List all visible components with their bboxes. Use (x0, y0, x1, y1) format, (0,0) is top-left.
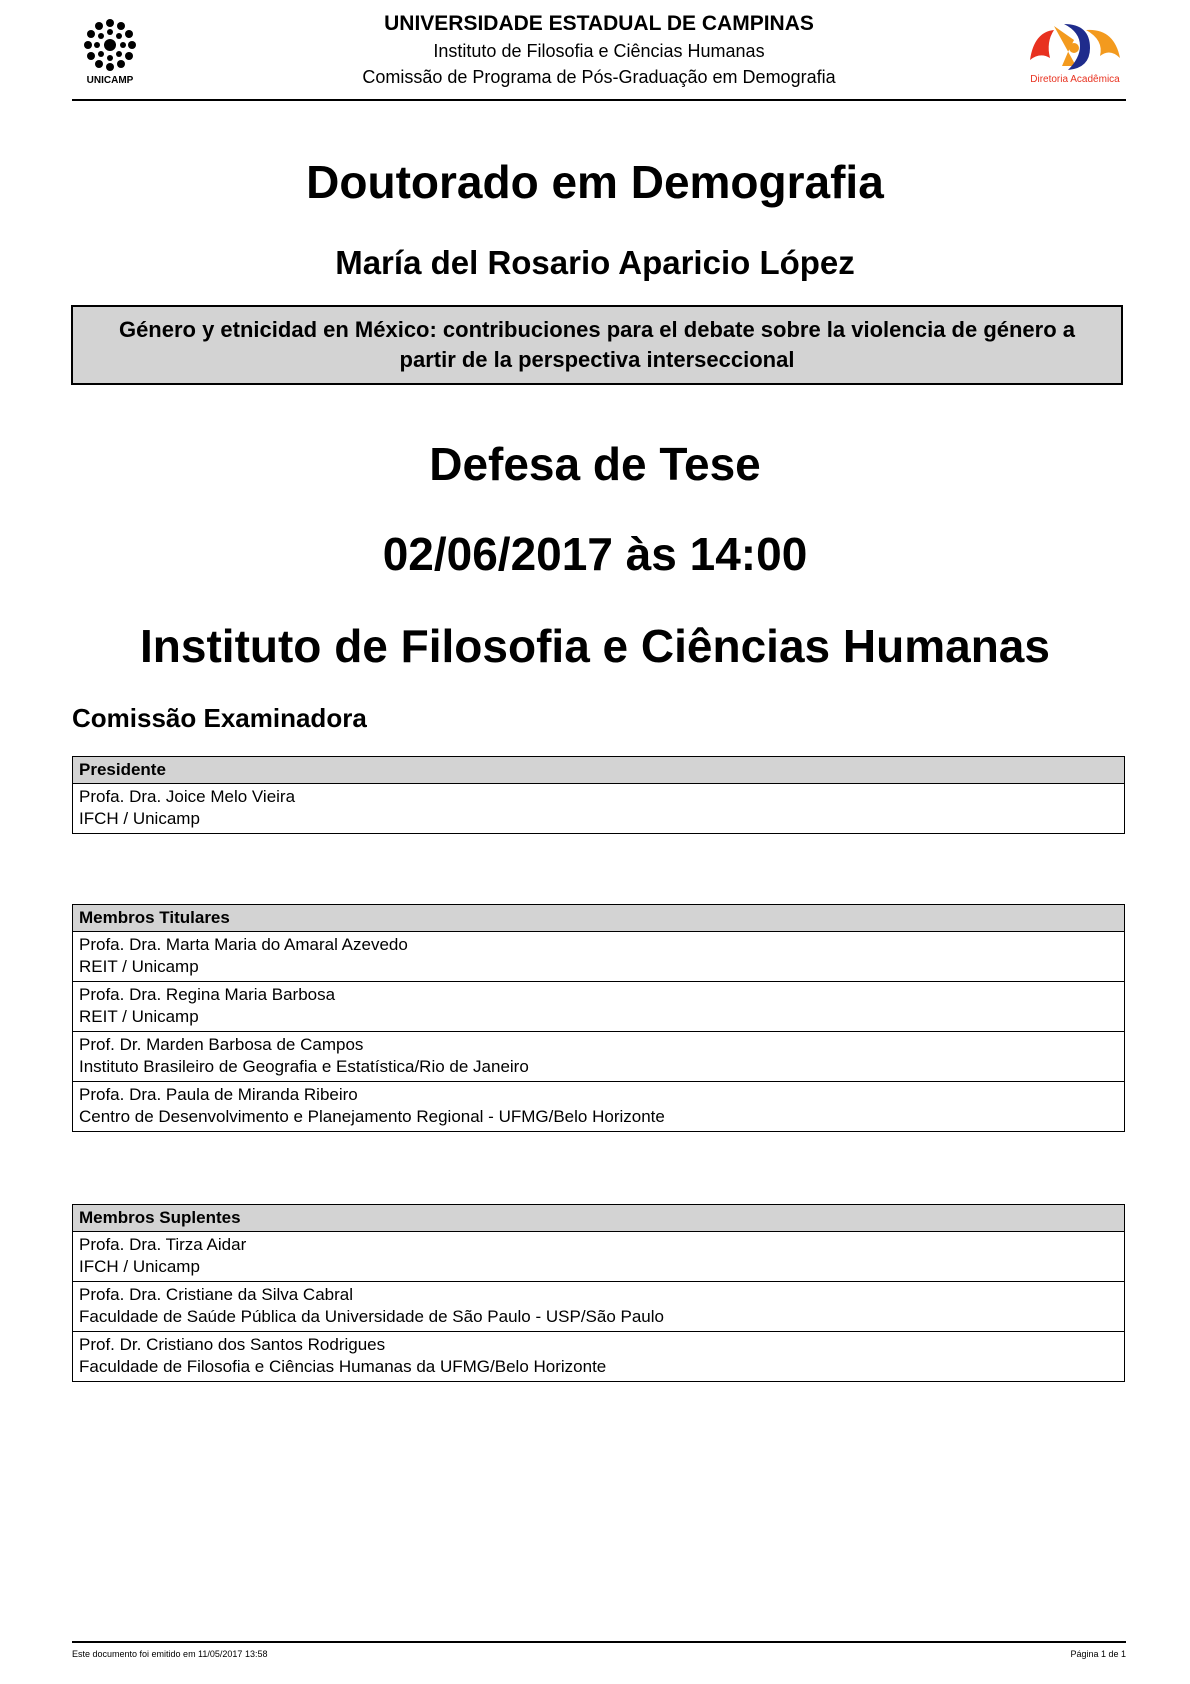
member-affiliation: Instituto Brasileiro de Geografia e Estatística/Rio de Janeiro (79, 1057, 529, 1076)
event-datetime: 02/06/2017 às 14:00 (382, 528, 808, 580)
president-table (72, 756, 1125, 834)
unicamp-logo-text: UNICAMP (86, 75, 134, 86)
issue-timestamp: Este documento foi emitido em 11/05/2017 13:58 (72, 1649, 268, 1659)
university-name: UNIVERSIDADE ESTADUAL DE CAMPINAS (384, 12, 814, 35)
event-venue: Instituto de Filosofia e Ciências Humanas (140, 620, 1050, 672)
program-commission: Comissão de Programa de Pós-Graduação em Demografia (362, 67, 836, 87)
member-affiliation: REIT / Unicamp (79, 957, 199, 976)
table-row (73, 1282, 1124, 1332)
member-name: Profa. Dra. Marta Maria do Amaral Azevedo (79, 935, 408, 954)
member-affiliation: Faculdade de Saúde Pública da Universidade de São Paulo - USP/São Paulo (79, 1307, 664, 1326)
member-name: Profa. Dra. Regina Maria Barbosa (79, 985, 336, 1004)
table-row (73, 982, 1124, 1032)
committee-title: Comissão Examinadora (72, 703, 367, 733)
table-header: Membros Suplentes (73, 1205, 1124, 1232)
titulares-table (72, 904, 1125, 1132)
member-affiliation: IFCH / Unicamp (79, 809, 200, 828)
member-affiliation: Faculdade de Filosofia e Ciências Humanas da UFMG/Belo Horizonte (79, 1357, 607, 1376)
page-number: Página 1 de 1 (1070, 1649, 1126, 1659)
member-affiliation: IFCH / Unicamp (79, 1257, 200, 1276)
table-row (73, 1032, 1124, 1082)
table-row (73, 1332, 1124, 1381)
member-name: Profa. Dra. Joice Melo Vieira (79, 787, 296, 806)
diretoria-academica-logo (1024, 18, 1126, 88)
table-row (73, 1082, 1124, 1131)
member-affiliation: REIT / Unicamp (79, 1007, 199, 1026)
thesis-title-box (71, 305, 1123, 385)
event-type: Defesa de Tese (429, 438, 761, 490)
document-header (72, 0, 1126, 101)
table-header: Presidente (73, 757, 1124, 784)
student-name: María del Rosario Aparicio López (335, 244, 855, 281)
thesis-title: Género y etnicidad en México: contribuciones para el debate sobre la violencia de género a partir de la perspectiva interseccional (118, 317, 1076, 372)
member-name: Profa. Dra. Paula de Miranda Ribeiro (79, 1085, 358, 1104)
member-name: Prof. Dr. Marden Barbosa de Campos (79, 1035, 364, 1054)
member-affiliation: Centro de Desenvolvimento e Planejamento Regional - UFMG/Belo Horizonte (79, 1107, 665, 1126)
table-header: Membros Titulares (73, 905, 1124, 932)
member-name: Profa. Dra. Cristiane da Silva Cabral (79, 1285, 354, 1304)
table-row (73, 784, 1124, 833)
member-name: Profa. Dra. Tirza Aidar (79, 1235, 247, 1254)
suplentes-table (72, 1204, 1125, 1382)
program-title: Doutorado em Demografia (306, 156, 884, 208)
member-name: Prof. Dr. Cristiano dos Santos Rodrigues (79, 1335, 386, 1354)
table-row (73, 1232, 1124, 1282)
diretoria-academica-logo-text: Diretoria Acadêmica (1030, 74, 1120, 85)
institute-name: Instituto de Filosofia e Ciências Humanas (433, 41, 765, 61)
document-footer (72, 1641, 1126, 1659)
table-row (73, 932, 1124, 982)
